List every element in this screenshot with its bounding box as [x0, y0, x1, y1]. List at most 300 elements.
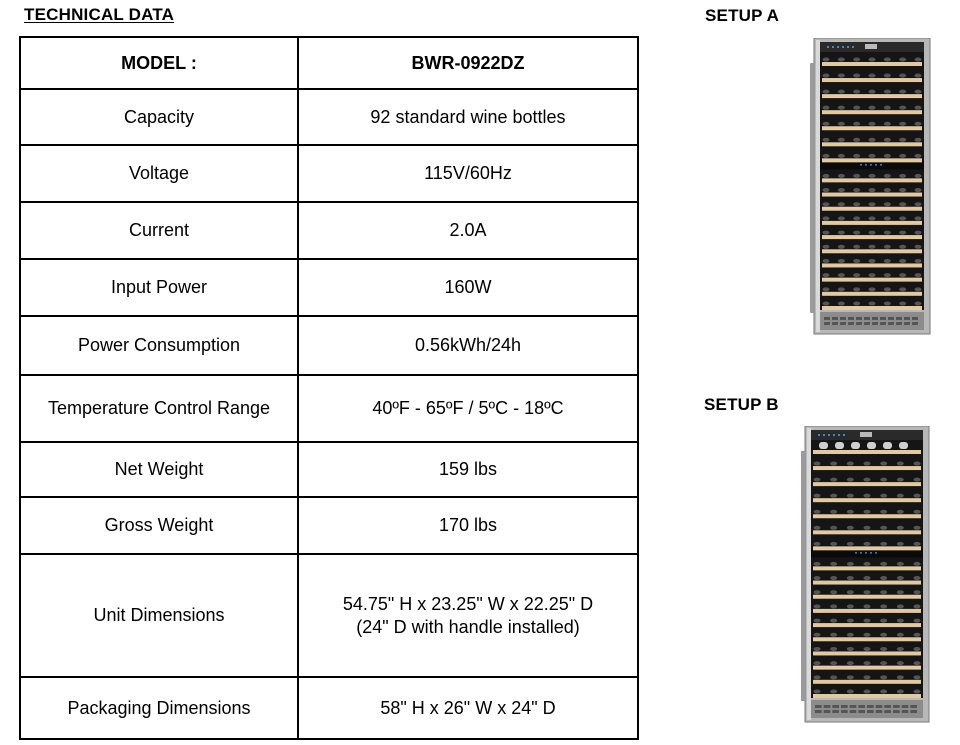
bottle-neck — [838, 58, 845, 62]
bottle-neck — [899, 138, 906, 142]
bottle-neck — [814, 675, 821, 679]
grille-slot — [832, 322, 838, 325]
bottle-neck — [823, 138, 830, 142]
wooden-shelf — [813, 482, 921, 486]
wooden-shelf — [813, 595, 921, 599]
bottle-neck — [869, 74, 876, 78]
bottle-neck — [914, 494, 921, 498]
bottle-neck — [915, 216, 922, 220]
control-light — [875, 552, 877, 554]
bottle-neck — [864, 690, 871, 694]
table-row — [20, 316, 638, 375]
wooden-shelf — [822, 292, 922, 296]
bottle-neck — [823, 90, 830, 94]
bottle-neck — [880, 462, 887, 466]
bottle-neck — [914, 542, 921, 546]
bottle-neck — [830, 590, 837, 594]
voltage-label: Voltage — [20, 145, 298, 202]
gross-weight-label: Gross Weight — [20, 497, 298, 554]
bottle-neck — [838, 122, 845, 126]
wooden-shelf — [813, 514, 921, 518]
bottle-neck — [864, 462, 871, 466]
wooden-shelf — [813, 581, 921, 585]
bottle-neck — [915, 287, 922, 291]
bottle-neck — [814, 542, 821, 546]
bottle-neck — [814, 647, 821, 651]
grille-slot — [858, 710, 865, 713]
bottle-neck — [880, 562, 887, 566]
bottle-neck — [823, 259, 830, 263]
bottle-neck — [838, 106, 845, 110]
bottle-neck — [853, 287, 860, 291]
bottle-neck — [897, 526, 904, 530]
indicator-light — [837, 46, 839, 48]
bottle-neck — [897, 675, 904, 679]
bottle-neck — [853, 273, 860, 277]
table-row — [20, 145, 638, 202]
bottle-neck — [823, 287, 830, 291]
bottle-neck — [864, 661, 871, 665]
bottle-neck — [880, 647, 887, 651]
grille-slot — [888, 322, 894, 325]
bottle-neck — [830, 675, 837, 679]
bottle-neck — [838, 287, 845, 291]
bottle-neck — [914, 478, 921, 482]
bottle-neck — [853, 90, 860, 94]
wooden-shelf — [822, 306, 922, 310]
bottle-neck — [869, 273, 876, 277]
bottle-neck — [884, 259, 891, 263]
bottle-neck — [884, 245, 891, 249]
wine-cooler-image-setup-b — [801, 426, 931, 726]
wooden-shelf — [822, 126, 922, 130]
wooden-shelf — [822, 193, 922, 197]
bottle-neck — [864, 633, 871, 637]
bottle-neck — [880, 510, 887, 514]
bottle-neck — [880, 542, 887, 546]
bottle-neck — [847, 590, 854, 594]
grille-slot — [876, 705, 883, 708]
bottle-base — [851, 442, 860, 449]
control-light — [865, 552, 867, 554]
bottle-neck — [897, 604, 904, 608]
bottle-neck — [899, 273, 906, 277]
bottle-neck — [884, 287, 891, 291]
bottle-neck — [897, 478, 904, 482]
bottle-neck — [915, 74, 922, 78]
grille-slot — [912, 322, 918, 325]
grille-slot — [902, 710, 909, 713]
grille-slot — [848, 322, 854, 325]
grille-slot — [832, 710, 839, 713]
bottle-neck — [853, 74, 860, 78]
setup-b-heading: SETUP B — [704, 395, 779, 414]
bottom-grille — [811, 700, 923, 718]
bottle-neck — [853, 302, 860, 306]
bottle-neck — [823, 216, 830, 220]
bottle-neck — [914, 590, 921, 594]
bottle-neck — [864, 526, 871, 530]
bottle-neck — [830, 576, 837, 580]
grille-slot — [893, 705, 900, 708]
bottle-neck — [814, 604, 821, 608]
bottle-neck — [814, 510, 821, 514]
wooden-shelf — [813, 651, 921, 655]
bottle-neck — [814, 478, 821, 482]
power-consumption-label: Power Consumption — [20, 316, 298, 375]
bottle-neck — [847, 661, 854, 665]
bottle-neck — [847, 647, 854, 651]
control-light — [860, 552, 862, 554]
wooden-shelf — [822, 62, 922, 66]
wooden-shelf — [813, 623, 921, 627]
bottle-neck — [838, 259, 845, 263]
bottle-base — [819, 442, 828, 449]
wooden-shelf — [813, 530, 921, 534]
bottle-neck — [864, 494, 871, 498]
grille-slot — [858, 705, 865, 708]
grille-slot — [888, 317, 894, 320]
bottle-neck — [853, 122, 860, 126]
bottle-neck — [853, 202, 860, 206]
control-light — [860, 164, 862, 166]
bottle-neck — [914, 462, 921, 466]
indicator-light — [827, 46, 829, 48]
bottle-neck — [830, 510, 837, 514]
grille-slot — [884, 710, 891, 713]
unit-dimensions-value — [298, 554, 638, 677]
bottle-neck — [869, 202, 876, 206]
bottle-neck — [880, 675, 887, 679]
bottle-neck — [838, 154, 845, 158]
bottle-neck — [899, 287, 906, 291]
table-row — [20, 554, 638, 677]
bottle-neck — [899, 216, 906, 220]
bottle-neck — [830, 478, 837, 482]
bottle-neck — [869, 216, 876, 220]
bottle-neck — [897, 690, 904, 694]
bottle-base — [899, 442, 908, 449]
bottle-neck — [830, 619, 837, 623]
bottle-neck — [869, 154, 876, 158]
wooden-shelf — [822, 249, 922, 253]
table-row — [20, 37, 638, 89]
wooden-shelf — [813, 450, 921, 454]
voltage-value: 115V/60Hz — [298, 145, 638, 202]
bottle-neck — [869, 245, 876, 249]
grille-slot — [824, 322, 830, 325]
wooden-shelf — [813, 546, 921, 550]
wooden-shelf — [813, 666, 921, 670]
bottle-neck — [897, 562, 904, 566]
wooden-shelf — [822, 235, 922, 239]
indicator-light — [828, 434, 830, 436]
bottle-neck — [847, 576, 854, 580]
bottle-neck — [823, 106, 830, 110]
indicator-light — [838, 434, 840, 436]
bottle-neck — [823, 273, 830, 277]
bottle-neck — [899, 259, 906, 263]
bottle-neck — [853, 259, 860, 263]
bottle-neck — [838, 231, 845, 235]
bottle-neck — [884, 302, 891, 306]
indicator-light — [843, 434, 845, 436]
grille-slot — [848, 317, 854, 320]
bottle-neck — [869, 188, 876, 192]
bottle-neck — [847, 478, 854, 482]
bottle-neck — [899, 90, 906, 94]
grille-slot — [824, 710, 831, 713]
wooden-shelf — [822, 278, 922, 282]
bottle-neck — [838, 245, 845, 249]
bottle-neck — [915, 174, 922, 178]
bottle-neck — [830, 562, 837, 566]
bottle-neck — [915, 138, 922, 142]
bottle-neck — [823, 74, 830, 78]
table-row — [20, 442, 638, 497]
grille-slot — [904, 322, 910, 325]
bottle-neck — [880, 590, 887, 594]
bottle-neck — [869, 302, 876, 306]
bottle-neck — [864, 619, 871, 623]
model-label: MODEL : — [20, 37, 298, 89]
bottle-neck — [853, 106, 860, 110]
table-row — [20, 89, 638, 145]
table-row — [20, 677, 638, 739]
grille-slot — [815, 705, 822, 708]
grille-slot — [896, 317, 902, 320]
bottle-base — [867, 442, 876, 449]
bottle-neck — [830, 462, 837, 466]
technical-data-table — [19, 36, 639, 740]
bottle-neck — [847, 690, 854, 694]
grille-slot — [840, 317, 846, 320]
table-row — [20, 497, 638, 554]
bottle-neck — [869, 138, 876, 142]
bottle-neck — [823, 188, 830, 192]
wooden-shelf — [813, 637, 921, 641]
indicator-light — [842, 46, 844, 48]
temperature-range-label: Temperature Control Range — [20, 375, 298, 442]
bottle-neck — [914, 510, 921, 514]
bottle-neck — [869, 106, 876, 110]
bottle-neck — [853, 174, 860, 178]
bottle-neck — [880, 604, 887, 608]
input-power-label: Input Power — [20, 259, 298, 316]
wooden-shelf — [813, 566, 921, 570]
bottle-neck — [814, 633, 821, 637]
bottle-neck — [864, 542, 871, 546]
grille-slot — [872, 317, 878, 320]
bottle-neck — [823, 174, 830, 178]
grille-slot — [841, 710, 848, 713]
net-weight-label: Net Weight — [20, 442, 298, 497]
grille-slot — [880, 322, 886, 325]
bottle-neck — [915, 202, 922, 206]
bottle-neck — [847, 510, 854, 514]
bottle-neck — [884, 138, 891, 142]
bottle-neck — [897, 542, 904, 546]
bottle-neck — [915, 90, 922, 94]
bottle-base — [835, 442, 844, 449]
grille-slot — [876, 710, 883, 713]
bottle-neck — [830, 542, 837, 546]
packaging-dimensions-label: Packaging Dimensions — [20, 677, 298, 739]
bottle-neck — [838, 90, 845, 94]
bottle-neck — [880, 526, 887, 530]
bottle-neck — [823, 202, 830, 206]
bottle-neck — [884, 122, 891, 126]
bottle-neck — [823, 302, 830, 306]
bottle-neck — [880, 494, 887, 498]
bottle-neck — [814, 619, 821, 623]
bottle-neck — [864, 590, 871, 594]
wooden-shelf — [822, 142, 922, 146]
bottle-neck — [914, 526, 921, 530]
wooden-shelf — [813, 694, 921, 698]
bottle-neck — [880, 661, 887, 665]
grille-slot — [884, 705, 891, 708]
bottle-neck — [853, 231, 860, 235]
bottle-base — [883, 442, 892, 449]
bottle-neck — [853, 138, 860, 142]
unit-dimensions-line2: (24" D with handle installed) — [356, 616, 580, 637]
bottle-neck — [897, 633, 904, 637]
grille-slot — [815, 710, 822, 713]
bottle-neck — [899, 188, 906, 192]
bottle-neck — [884, 188, 891, 192]
bottle-neck — [899, 202, 906, 206]
bottle-neck — [838, 273, 845, 277]
bottle-neck — [915, 188, 922, 192]
bottle-neck — [880, 619, 887, 623]
bottle-neck — [838, 216, 845, 220]
bottle-neck — [864, 604, 871, 608]
wooden-shelf — [813, 498, 921, 502]
bottle-neck — [869, 90, 876, 94]
bottle-neck — [847, 562, 854, 566]
bottle-neck — [847, 619, 854, 623]
bottle-neck — [899, 122, 906, 126]
grille-slot — [912, 317, 918, 320]
table-row — [20, 375, 638, 442]
bottle-neck — [884, 74, 891, 78]
bottle-neck — [899, 106, 906, 110]
grille-slot — [832, 317, 838, 320]
grille-slot — [880, 317, 886, 320]
bottle-neck — [823, 231, 830, 235]
bottle-neck — [897, 619, 904, 623]
wooden-shelf — [822, 78, 922, 82]
bottle-neck — [823, 58, 830, 62]
bottle-neck — [847, 675, 854, 679]
input-power-value: 160W — [298, 259, 638, 316]
current-value: 2.0A — [298, 202, 638, 259]
bottle-neck — [897, 647, 904, 651]
bottle-neck — [884, 90, 891, 94]
bottle-neck — [915, 245, 922, 249]
wooden-shelf — [822, 178, 922, 182]
bottle-neck — [897, 462, 904, 466]
bottle-neck — [884, 58, 891, 62]
grille-slot — [904, 317, 910, 320]
bottle-neck — [914, 619, 921, 623]
wooden-shelf — [813, 466, 921, 470]
grille-slot — [872, 322, 878, 325]
wooden-shelf — [813, 609, 921, 613]
bottle-neck — [838, 202, 845, 206]
grille-slot — [864, 317, 870, 320]
bottle-neck — [884, 216, 891, 220]
grille-slot — [856, 317, 862, 320]
bottle-neck — [897, 661, 904, 665]
bottle-neck — [915, 273, 922, 277]
bottle-neck — [853, 216, 860, 220]
bottle-neck — [847, 633, 854, 637]
gross-weight-value: 170 lbs — [298, 497, 638, 554]
control-light — [880, 164, 882, 166]
bottle-neck — [838, 74, 845, 78]
bottle-neck — [880, 576, 887, 580]
bottle-neck — [880, 690, 887, 694]
bottle-neck — [899, 74, 906, 78]
bottle-neck — [853, 188, 860, 192]
grille-slot — [824, 317, 830, 320]
grille-slot — [840, 322, 846, 325]
wine-cooler — [801, 426, 929, 722]
bottle-neck — [914, 633, 921, 637]
bottle-neck — [864, 576, 871, 580]
control-light — [875, 164, 877, 166]
bottle-neck — [823, 122, 830, 126]
indicator-light — [833, 434, 835, 436]
control-light — [865, 164, 867, 166]
bottle-neck — [914, 604, 921, 608]
bottle-neck — [915, 58, 922, 62]
bottle-neck — [853, 245, 860, 249]
grille-slot — [841, 705, 848, 708]
bottle-neck — [830, 690, 837, 694]
bottle-neck — [838, 174, 845, 178]
bottle-neck — [823, 245, 830, 249]
bottle-neck — [869, 231, 876, 235]
net-weight-value: 159 lbs — [298, 442, 638, 497]
wooden-shelf — [822, 110, 922, 114]
bottle-neck — [814, 590, 821, 594]
model-value: BWR-0922DZ — [298, 37, 638, 89]
unit-dimensions-line1: 54.75" H x 23.25" W x 22.25" D — [342, 593, 594, 614]
bottle-neck — [914, 661, 921, 665]
bottle-neck — [914, 690, 921, 694]
bottle-neck — [847, 526, 854, 530]
bottle-neck — [814, 526, 821, 530]
bottle-neck — [847, 462, 854, 466]
technical-data-heading: TECHNICAL DATA — [24, 5, 175, 24]
grille-slot — [864, 322, 870, 325]
bottle-neck — [899, 231, 906, 235]
setup-a-heading: SETUP A — [705, 6, 780, 25]
bottle-neck — [814, 576, 821, 580]
bottle-neck — [914, 675, 921, 679]
grille-slot — [824, 705, 831, 708]
bottle-neck — [915, 106, 922, 110]
table-row — [20, 202, 638, 259]
bottle-neck — [869, 122, 876, 126]
bottle-neck — [864, 675, 871, 679]
grille-slot — [867, 705, 874, 708]
unit-dimensions-label: Unit Dimensions — [20, 554, 298, 677]
control-light — [855, 552, 857, 554]
